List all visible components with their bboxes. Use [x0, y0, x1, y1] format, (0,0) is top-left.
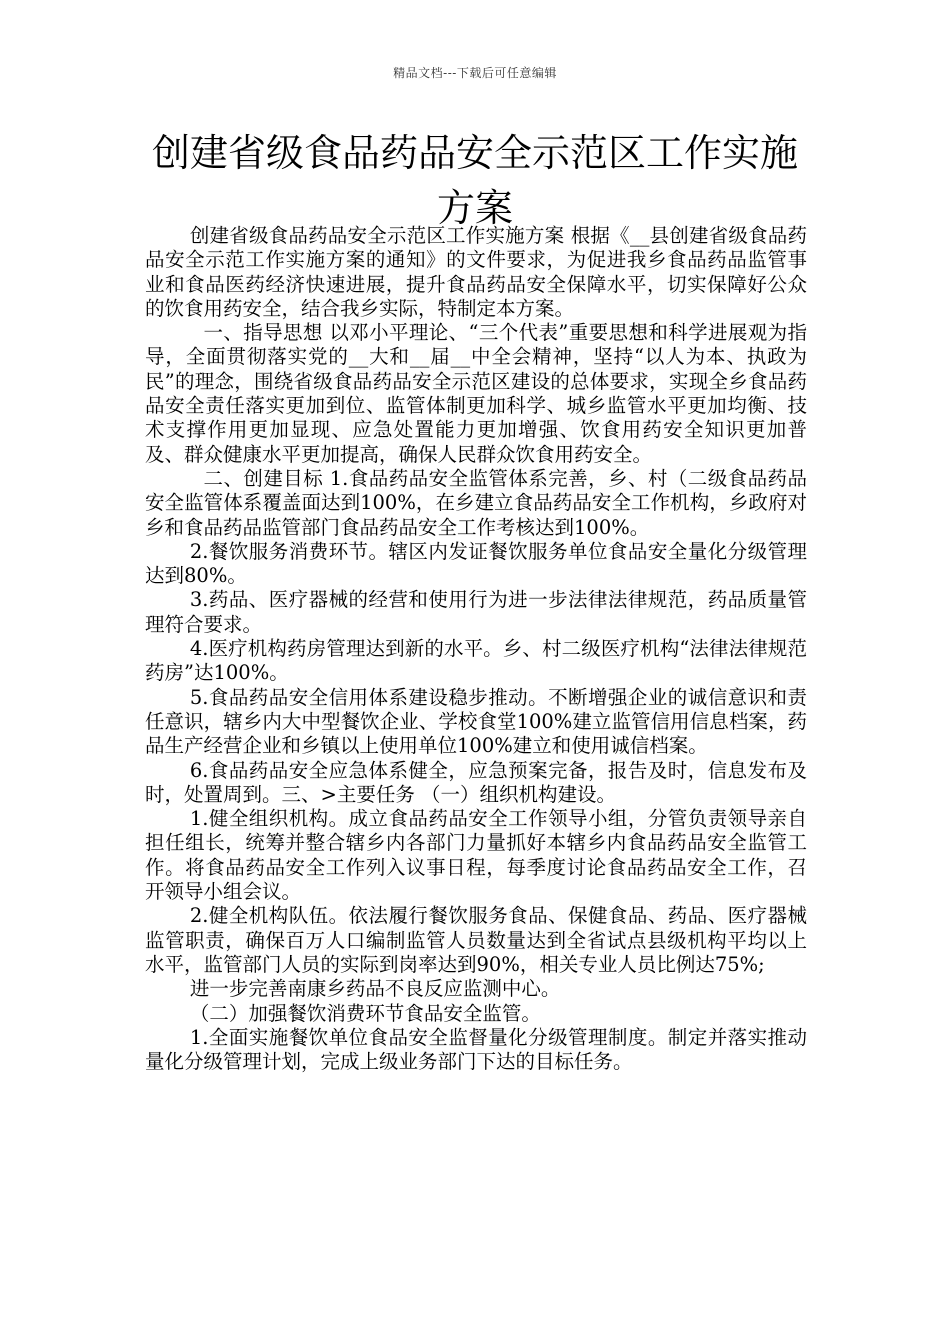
paragraph-task-2: 2.健全机构队伍。依法履行餐饮服务食品、保健食品、药品、医疗器械监管职责，确保百万人口编制监管人员数量达到全省试点县级机构平均以上水平，监管部门人员的实际到岗率达到90%，相关专业人员比例达75%; — [145, 904, 807, 976]
paragraph-goal-4: 4.医疗机构药房管理达到新的水平。乡、村二级医疗机构“法律法律规范药房”达100%。 — [145, 637, 807, 685]
paragraph-task-1: 1.健全组织机构。成立食品药品安全工作领导小组，分管负责领导亲自担任组长，统筹并整合辖乡内各部门力量抓好本辖乡内食品药品安全监管工作。将食品药品安全工作列入议事日程，每季度讨论食品药品安全工作，召开领导小组会议。 — [145, 807, 807, 904]
paragraph-section-2: （二）加强餐饮消费环节食品安全监管。 — [189, 1001, 541, 1025]
paragraph-goal-2: 2.餐饮服务消费环节。辖区内发证餐饮服务单位食品安全量化分级管理达到80%。 — [145, 539, 807, 588]
paragraph-section-2-item-1: 1.全面实施餐饮单位食品安全监督量化分级管理制度。制定并落实推动量化分级管理计划，完成上级业务部门下达的目标任务。 — [145, 1025, 807, 1074]
paragraph-goals: 二、创建目标 1.食品药品安全监管体系完善，乡、村（二级食品药品安全监管体系覆盖面达到100%，在乡建立食品药品安全工作机构，乡政府对乡和食品药品监管部门食品药品安全工作考核达到100%。 — [145, 466, 807, 539]
document-body — [145, 224, 807, 1074]
header-note: 精品文档---下载后可任意编辑 — [393, 66, 557, 80]
paragraph-intro: 创建省级食品药品安全示范区工作实施方案 根据《__县创建省级食品药品安全示范工作实施方案的通知》的文件要求，为促进我乡食品药品监管事业和食品医药经济快速进展，提升食品药品安全保障水平，切实保障好公众的饮食用药安全，结合我乡实际，特制定本方案。 — [145, 224, 807, 320]
paragraph-goal-5: 5.食品药品安全信用体系建设稳步推动。不断增强企业的诚信意识和责任意识，辖乡内大中型餐饮企业、学校食堂100%建立监管信用信息档案，药品生产经营企业和乡镇以上使用单位100%建立和使用诚信档案。 — [145, 685, 807, 758]
paragraph-goal-3: 3.药品、医疗器械的经营和使用行为进一步法律法律规范，药品质量管理符合要求。 — [145, 588, 807, 636]
paragraph-goal-6: 6.食品药品安全应急体系健全，应急预案完备，报告及时，信息发布及时，处置周到。三、>主要任务 （一）组织机构建设。 — [145, 758, 807, 806]
paragraph-guiding-thought: 一、指导思想 以邓小平理论、“三个代表”重要思想和科学进展观为指导，全面贯彻落实党的__大和__届__中全会精神，坚持“以人为本、执政为民”的理念，围绕省级食品药品安全示范区建设的总体要求，实现全乡食品药品安全责任落实更加到位、监管体制更加科学、城乡监管水平更加均衡、技术支撑作用更加显现、应急处置能力更加增强、饮食用药安全知识更加普及、群众健康水平更加提高，确保人民群众饮食用药安全。 — [145, 321, 807, 466]
document-title: 创建省级食品药品安全示范区工作实施方案 — [151, 131, 798, 230]
paragraph-monitoring-center: 进一步完善南康乡药品不良反应监测中心。 — [189, 977, 561, 1001]
